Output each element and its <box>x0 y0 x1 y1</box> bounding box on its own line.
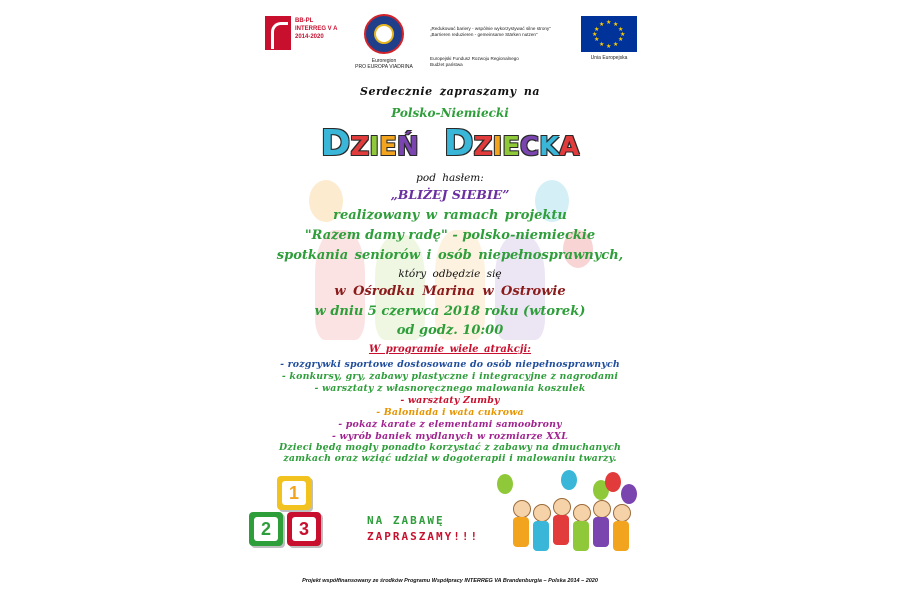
title-letter: I <box>492 132 503 162</box>
program-item: - pokaz karate z elementami samoobrony <box>338 419 562 430</box>
program-note: Dzieci będą mogły ponadto korzystać z zabawy na dmuchanych <box>278 442 622 453</box>
kid-icon <box>593 500 611 518</box>
block-2: 2 <box>249 512 283 546</box>
title-word-2 <box>444 120 580 171</box>
balloon-icon <box>621 484 637 504</box>
program-item: - warsztaty Zumby <box>400 395 500 406</box>
euroregion-caption: Euroregion PRO EUROPA VIADRINA <box>355 58 413 70</box>
program-item: - konkursy, gry, zabawy plastyczne i integracyjne z nagrodami <box>281 371 619 382</box>
event-time: od godz. 10:00 <box>396 323 504 338</box>
euroregion-logo <box>350 14 418 70</box>
invite-text: Serdecznie zapraszamy na <box>360 85 540 98</box>
program-item: - wyrób baniek mydlanych w rozmiarze XXL <box>331 431 569 442</box>
poster <box>245 0 655 600</box>
title-letter: C <box>519 132 540 162</box>
title-letter: Z <box>473 132 493 162</box>
takes-place-text: który odbędzie się <box>398 268 502 280</box>
title-letter: Z <box>350 132 370 162</box>
number-blocks-illustration <box>247 472 362 572</box>
eu-caption: Unia Europejska <box>590 55 628 61</box>
page-title <box>245 120 655 168</box>
title-letter: D <box>320 123 351 164</box>
bottom-slogan: NA ZABAWĘ ZAPRASZAMY!!! <box>367 514 480 543</box>
project-line-2: "Razem damy radę" - polsko-niemieckie <box>304 228 596 243</box>
title-letter: K <box>539 132 560 162</box>
under-motto-text: pod hasłem: <box>416 172 484 184</box>
block-3: 3 <box>287 512 321 546</box>
balloon-icon <box>605 472 621 492</box>
interreg-logo <box>265 16 350 56</box>
kid-icon <box>613 504 631 522</box>
footer-note: Projekt współfinansowany ze środków Programu Współpracy INTERREG VA Brandenburgia – Polska 2014 – 2020 <box>302 578 598 584</box>
program-note: zamkach oraz wziąć udział w dogoterapii i malowaniu twarzy. <box>283 453 617 464</box>
balloon-icon <box>497 474 513 494</box>
program-item: - warsztaty z własnoręcznego malowania koszulek <box>314 383 586 394</box>
fund-caption: Europejski Fundusz Rozwoju Regionalnego Budżet państwa <box>430 56 519 67</box>
title-letter: D <box>443 123 474 164</box>
euroregion-seal-icon <box>364 14 404 54</box>
kid-icon <box>553 498 571 516</box>
interreg-text: BB-PL INTERREG V A 2014-2020 <box>295 18 338 40</box>
kids-illustration <box>495 470 655 580</box>
program-slogan: „Redukować bariery - wspólnie wykorzystywać silne strony” „Barrieren reduzieren - gemeinsame Stärken nutzen” <box>430 26 551 37</box>
motto: „BLIŻEJ SIEBIE” <box>390 187 510 202</box>
kid-icon <box>533 504 551 522</box>
eu-flag-icon: ★ ★ ★ ★ ★ ★ ★ ★ ★ ★ ★ ★ <box>581 16 637 52</box>
title-letter: I <box>369 132 380 162</box>
project-line-3: spotkania seniorów i osób niepełnosprawnych, <box>276 248 624 263</box>
event-date: w dniu 5 czerwca 2018 roku (wtorek) <box>314 304 586 319</box>
balloon-icon <box>561 470 577 490</box>
title-letter: Ń <box>396 132 419 162</box>
title-letter: A <box>559 132 580 162</box>
kid-icon <box>573 504 591 522</box>
program-item: - rozgrywki sportowe dostosowane do osób niepełnosprawnych <box>280 359 620 370</box>
title-letter: E <box>502 132 520 162</box>
interreg-mark-icon <box>265 16 291 50</box>
kid-icon <box>513 500 531 518</box>
subtitle: Polsko-Niemiecki <box>391 106 509 120</box>
title-word-1 <box>321 120 419 171</box>
block-1: 1 <box>277 476 311 510</box>
project-line-1: realizowany w ramach projektu <box>333 208 567 223</box>
program-heading: W programie wiele atrakcji: <box>369 344 531 355</box>
program-item: - Baloniada i wata cukrowa <box>376 407 524 418</box>
venue: w Ośrodku Marina w Ostrowie <box>334 284 566 299</box>
title-letter: E <box>379 132 397 162</box>
